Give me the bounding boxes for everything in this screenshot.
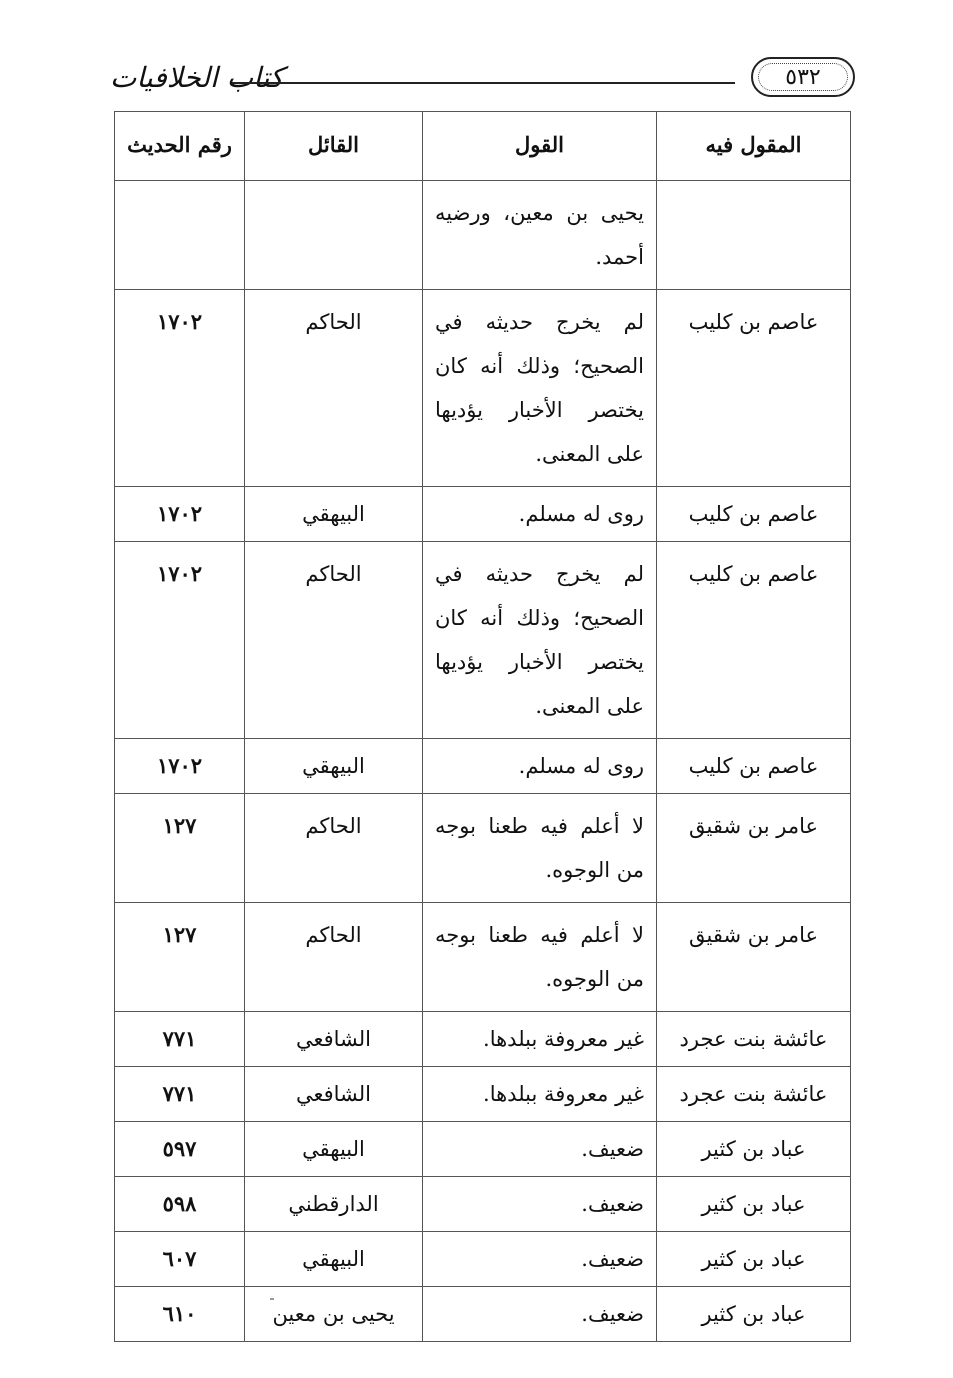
cell-subject: عامر بن شقيق [657, 903, 851, 1012]
cell-quote: ضعيف. [423, 1177, 657, 1232]
cell-speaker: الشافعي [245, 1067, 423, 1122]
cell-quote: ضعيف. [423, 1232, 657, 1287]
cell-hadith-number: ١٢٧ [115, 903, 245, 1012]
cell-hadith-number: ٧٧١ [115, 1067, 245, 1122]
table-row [115, 903, 851, 1012]
cell-quote: روى له مسلم. [423, 487, 657, 542]
header-rule [232, 82, 735, 84]
page-header [110, 55, 855, 103]
cell-speaker: البيهقي [245, 1122, 423, 1177]
table-row [115, 542, 851, 739]
table-row [115, 1012, 851, 1067]
cell-hadith-number: ١٢٧ [115, 794, 245, 903]
cell-quote: غير معروفة ببلدها. [423, 1012, 657, 1067]
cell-hadith-number: ١٧٠٢ [115, 542, 245, 739]
cell-hadith-number: ٧٧١ [115, 1012, 245, 1067]
cell-subject: عائشة بنت عجرد [657, 1067, 851, 1122]
column-header-speaker: القائل [245, 112, 423, 181]
cell-quote: غير معروفة ببلدها. [423, 1067, 657, 1122]
column-header-subject: المقول فيه [657, 112, 851, 181]
cell-subject: عاصم بن كليب [657, 739, 851, 794]
table-row [115, 181, 851, 290]
cell-speaker: يحيى بن معين [245, 1287, 423, 1342]
cell-hadith-number: ١٧٠٢ [115, 739, 245, 794]
cell-quote: لا أعلم فيه طعنا بوجه من الوجوه. [423, 794, 657, 903]
table-row [115, 794, 851, 903]
cell-subject: عاصم بن كليب [657, 542, 851, 739]
page-number: ٥٣٢ [785, 64, 821, 90]
cell-subject: عباد بن كثير [657, 1287, 851, 1342]
cell-quote: لم يخرج حديثه في الصحيح؛ وذلك أنه كان يختصر الأخبار يؤديها على المعنى. [423, 542, 657, 739]
column-header-quote: القول [423, 112, 657, 181]
book-title: كتاب الخلافيات [110, 61, 284, 94]
scan-mark [270, 1298, 274, 1300]
cell-subject: عائشة بنت عجرد [657, 1012, 851, 1067]
cell-quote: لم يخرج حديثه في الصحيح؛ وذلك أنه كان يختصر الأخبار يؤديها على المعنى. [423, 290, 657, 487]
cell-quote: يحيى بن معين، ورضيه أحمد. [423, 181, 657, 290]
cell-speaker [245, 181, 423, 290]
cell-subject: عباد بن كثير [657, 1232, 851, 1287]
table-header-row [115, 112, 851, 181]
citations-table [114, 111, 851, 1342]
cell-hadith-number [115, 181, 245, 290]
cell-hadith-number: ١٧٠٢ [115, 487, 245, 542]
table-row [115, 739, 851, 794]
table-row [115, 1067, 851, 1122]
cell-speaker: الحاكم [245, 794, 423, 903]
cell-speaker: الدارقطني [245, 1177, 423, 1232]
table-row [115, 290, 851, 487]
cell-subject: عباد بن كثير [657, 1177, 851, 1232]
table-row [115, 1232, 851, 1287]
cell-speaker: الحاكم [245, 290, 423, 487]
cell-hadith-number: ٦١٠ [115, 1287, 245, 1342]
cell-hadith-number: ٦٠٧ [115, 1232, 245, 1287]
cell-quote: ضعيف. [423, 1122, 657, 1177]
cell-hadith-number: ٥٩٧ [115, 1122, 245, 1177]
cell-speaker: الحاكم [245, 903, 423, 1012]
cell-subject: عباد بن كثير [657, 1122, 851, 1177]
column-header-hadith-number: رقم الحديث [115, 112, 245, 181]
cell-speaker: البيهقي [245, 487, 423, 542]
cell-subject: عاصم بن كليب [657, 290, 851, 487]
table-row [115, 1287, 851, 1342]
table-row [115, 1122, 851, 1177]
cell-hadith-number: ١٧٠٢ [115, 290, 245, 487]
cell-subject [657, 181, 851, 290]
cell-speaker: الشافعي [245, 1012, 423, 1067]
cell-subject: عاصم بن كليب [657, 487, 851, 542]
table-row [115, 487, 851, 542]
cell-speaker: البيهقي [245, 1232, 423, 1287]
cell-quote: لا أعلم فيه طعنا بوجه من الوجوه. [423, 903, 657, 1012]
cell-quote: روى له مسلم. [423, 739, 657, 794]
cell-speaker: الحاكم [245, 542, 423, 739]
page-number-badge [751, 57, 855, 97]
cell-hadith-number: ٥٩٨ [115, 1177, 245, 1232]
cell-subject: عامر بن شقيق [657, 794, 851, 903]
cell-quote: ضعيف. [423, 1287, 657, 1342]
table-row [115, 1177, 851, 1232]
cell-speaker: البيهقي [245, 739, 423, 794]
